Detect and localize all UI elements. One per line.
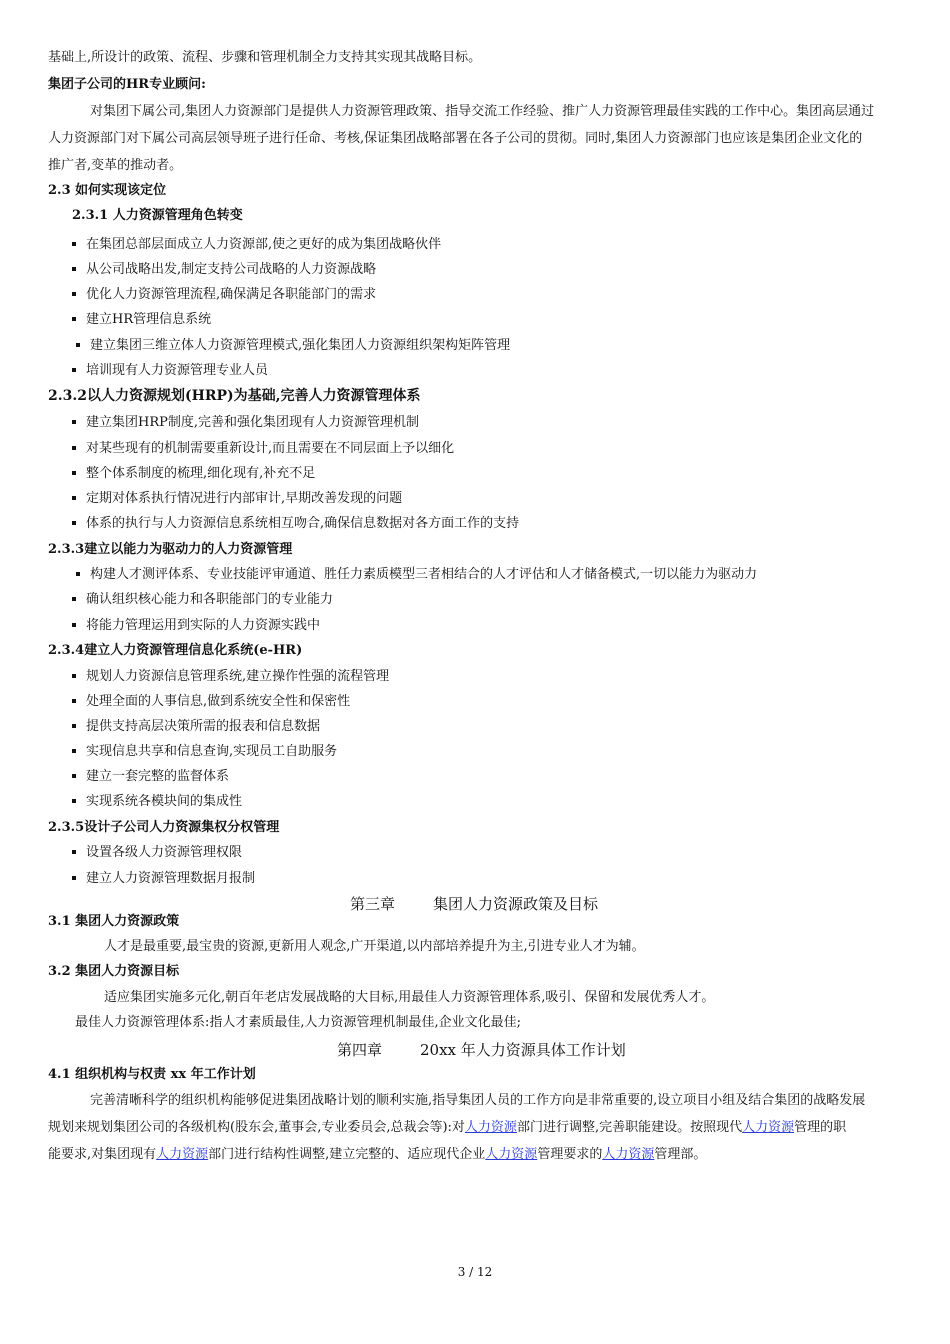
paragraph-line: 人力资源部门对下属公司高层领导班子进行任命、考核,保证集团战略部署在各子公司的贯彻。同时,集团人力资源部门也应该是集团企业文化的 bbox=[48, 131, 863, 146]
paragraph-line: 对集团下属公司,集团人力资源部门是提供人力资源管理政策、指导交流工作经验、推广人力资源管理最佳实践的工作中心。集团高层通过 bbox=[90, 104, 875, 119]
list-item: 定期对体系执行情况进行内部审计,早期改善发现的问题 bbox=[72, 489, 402, 509]
bullet-icon bbox=[72, 242, 76, 246]
bullet-icon bbox=[76, 572, 80, 576]
bullet-icon bbox=[72, 471, 76, 475]
bullet-icon bbox=[72, 496, 76, 500]
bullet-icon bbox=[72, 420, 76, 424]
list-item: 实现系统各模块间的集成性 bbox=[72, 792, 242, 812]
page-number: 3 / 12 bbox=[457, 1265, 493, 1279]
bullet-icon bbox=[72, 774, 76, 778]
bullet-icon bbox=[72, 368, 76, 372]
bullet-icon bbox=[72, 597, 76, 601]
list-item: 规划人力资源信息管理系统,建立操作性强的流程管理 bbox=[72, 667, 389, 687]
list-item: 确认组织核心能力和各职能部门的专业能力 bbox=[72, 590, 333, 610]
bullet-icon bbox=[72, 850, 76, 854]
list-item: 从公司战略出发,制定支持公司战略的人力资源战略 bbox=[72, 260, 376, 280]
heading-2-3-4: 2.3.4建立人力资源管理信息化系统(e-HR) bbox=[48, 643, 303, 658]
heading-3-2: 3.2 集团人力资源目标 bbox=[48, 964, 180, 979]
list-item: 将能力管理运用到实际的人力资源实践中 bbox=[72, 616, 320, 636]
bullet-icon bbox=[72, 317, 76, 321]
paragraph-line: 最佳人力资源管理体系:指人才素质最佳,人力资源管理机制最佳,企业文化最佳; bbox=[75, 1015, 522, 1030]
heading-3-1: 3.1 集团人力资源政策 bbox=[48, 914, 180, 929]
bullet-icon bbox=[72, 521, 76, 525]
heading-2-3-3: 2.3.3建立以能力为驱动力的人力资源管理 bbox=[48, 542, 293, 557]
heading-subsidiary-hr-advisor: 集团子公司的HR专业顾问: bbox=[48, 77, 206, 92]
bullet-icon bbox=[72, 724, 76, 728]
bullet-icon bbox=[72, 292, 76, 296]
list-item: 建立集团三维立体人力资源管理模式,强化集团人力资源组织架构矩阵管理 bbox=[76, 336, 510, 356]
hr-link[interactable]: 人力资源 bbox=[156, 1147, 209, 1162]
bullet-icon bbox=[76, 343, 80, 347]
bullet-icon bbox=[72, 623, 76, 627]
list-item: 整个体系制度的梳理,细化现有,补充不足 bbox=[72, 464, 315, 484]
list-item: 设置各级人力资源管理权限 bbox=[72, 843, 242, 863]
bullet-icon bbox=[72, 876, 76, 880]
heading-4-1: 4.1 组织机构与权责 xx 年工作计划 bbox=[48, 1067, 256, 1082]
list-item: 建立HR管理信息系统 bbox=[72, 310, 211, 330]
bullet-icon bbox=[72, 674, 76, 678]
bullet-icon bbox=[72, 699, 76, 703]
paragraph-line: 规划来规划集团公司的各级机构(股东会,董事会,专业委员会,总裁会等):对人力资源部门进行调整,完善职能建设。按照现代人力资源管理的职 bbox=[48, 1120, 847, 1135]
list-item: 培训现有人力资源管理专业人员 bbox=[72, 361, 268, 381]
hr-link[interactable]: 人力资源 bbox=[742, 1120, 795, 1135]
heading-2-3-5: 2.3.5设计子公司人力资源集权分权管理 bbox=[48, 820, 280, 835]
bullet-icon bbox=[72, 799, 76, 803]
paragraph-line: 人才是最重要,最宝贵的资源,更新用人观念,广开渠道,以内部培养提升为主,引进专业人才为辅。 bbox=[104, 939, 645, 954]
bullet-icon bbox=[72, 267, 76, 271]
list-item: 构建人才测评体系、专业技能评审通道、胜任力素质模型三者相结合的人才评估和人才储备模式,一切以能力为驱动力 bbox=[76, 565, 757, 585]
list-item: 处理全面的人事信息,做到系统安全性和保密性 bbox=[72, 692, 350, 712]
heading-2-3-2: 2.3.2以人力资源规划(HRP)为基础,完善人力资源管理体系 bbox=[48, 388, 421, 404]
paragraph-line: 推广者,变革的推动者。 bbox=[48, 158, 183, 173]
bullet-icon bbox=[72, 749, 76, 753]
paragraph-line: 能要求,对集团现有人力资源部门进行结构性调整,建立完整的、适应现代企业人力资源管理要求的人力资源管理部。 bbox=[48, 1147, 707, 1162]
chapter-3-title: 第三章 集团人力资源政策及目标 bbox=[350, 895, 599, 913]
list-item: 提供支持高层决策所需的报表和信息数据 bbox=[72, 717, 320, 737]
list-item: 实现信息共享和信息查询,实现员工自助服务 bbox=[72, 742, 337, 762]
list-item: 建立一套完整的监督体系 bbox=[72, 767, 229, 787]
list-item: 建立集团HRP制度,完善和强化集团现有人力资源管理机制 bbox=[72, 413, 419, 433]
hr-link[interactable]: 人力资源 bbox=[464, 1120, 517, 1135]
heading-2-3: 2.3 如何实现该定位 bbox=[48, 183, 167, 198]
intro-line: 基础上,所设计的政策、流程、步骤和管理机制全力支持其实现其战略目标。 bbox=[48, 50, 482, 65]
bullet-icon bbox=[72, 446, 76, 450]
paragraph-line: 完善清晰科学的组织机构能够促进集团战略计划的顺利实施,指导集团人员的工作方向是非常重要的,设立项目小组及结合集团的战略发展 bbox=[90, 1093, 866, 1108]
list-item: 对某些现有的机制需要重新设计,而且需要在不同层面上予以细化 bbox=[72, 439, 454, 459]
heading-2-3-1: 2.3.1 人力资源管理角色转变 bbox=[72, 208, 243, 223]
hr-link[interactable]: 人力资源 bbox=[602, 1147, 655, 1162]
list-item: 建立人力资源管理数据月报制 bbox=[72, 869, 255, 889]
list-item: 在集团总部层面成立人力资源部,使之更好的成为集团战略伙伴 bbox=[72, 235, 441, 255]
chapter-4-title: 第四章 20xx 年人力资源具体工作计划 bbox=[337, 1041, 626, 1059]
paragraph-line: 适应集团实施多元化,朝百年老店发展战略的大目标,用最佳人力资源管理体系,吸引、保留和发展优秀人才。 bbox=[104, 990, 715, 1005]
list-item: 体系的执行与人力资源信息系统相互吻合,确保信息数据对各方面工作的支持 bbox=[72, 514, 519, 534]
hr-link[interactable]: 人力资源 bbox=[485, 1147, 538, 1162]
list-item: 优化人力资源管理流程,确保满足各职能部门的需求 bbox=[72, 285, 376, 305]
